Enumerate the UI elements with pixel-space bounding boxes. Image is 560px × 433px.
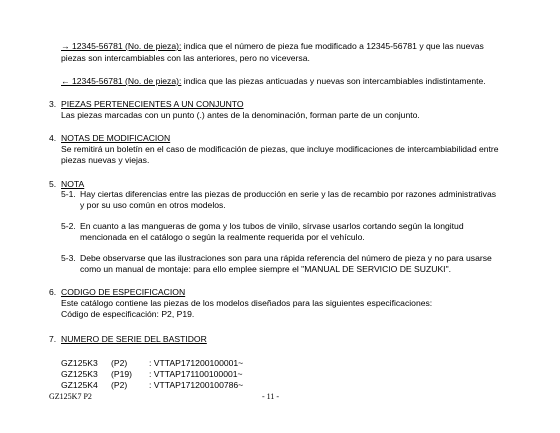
interchange-note-both-text: indica que las piezas anticuadas y nuevas son intercambiables indistintamente. bbox=[181, 76, 486, 86]
interchange-note-both bbox=[61, 76, 486, 87]
section-6-title: CODIGO DE ESPECIFICACION bbox=[61, 287, 186, 297]
section-4-title: NOTAS DE MODIFICACION bbox=[61, 133, 171, 143]
model-cell: GZ125K4 bbox=[61, 380, 98, 390]
interchange-note-forward bbox=[61, 41, 484, 52]
note-5-1-line1: Hay ciertas diferencias entre las piezas de producción en serie y las de recambio por razones administrativas bbox=[80, 189, 497, 199]
section-4-heading bbox=[49, 133, 170, 144]
section-6-text-line1: Este catálogo contiene las piezas de los modelos diseñados para las siguientes especificaciones: bbox=[61, 298, 433, 308]
spec-cell: (P2) bbox=[111, 358, 128, 368]
note-5-3-number: 5-3. bbox=[61, 253, 76, 263]
spec-cell: (P2) bbox=[111, 380, 128, 390]
spec-cell: (P19) bbox=[111, 369, 133, 379]
section-6-text-line2: Código de especificación: P2, P19. bbox=[61, 309, 195, 319]
section-6-number: 6. bbox=[49, 287, 57, 297]
serial-cell: : VTTAP171200100786~ bbox=[149, 380, 244, 390]
note-5-2 bbox=[61, 221, 464, 232]
part-number-both-link: ← 12345-56781 (No. de pieza): bbox=[61, 76, 182, 86]
section-5-number: 5. bbox=[49, 179, 57, 189]
note-5-2-line2: mencionada en el catálogo o según la realmente requerida por el vehículo. bbox=[80, 232, 365, 242]
interchange-note-forward-text: indica que el número de pieza fue modificado a 12345-56781 y que las nuevas bbox=[181, 41, 484, 51]
section-5-title: NOTA bbox=[61, 179, 85, 189]
part-number-forward-link: → 12345-56781 (No. de pieza): bbox=[61, 41, 182, 51]
section-7-number: 7. bbox=[49, 334, 57, 344]
note-5-3 bbox=[61, 253, 492, 264]
section-3-title: PIEZAS PERTENECIENTES A UN CONJUNTO bbox=[61, 99, 244, 109]
footer-page-number: - 11 - bbox=[262, 392, 280, 401]
note-5-1-line2: y por su uso común en otros modelos. bbox=[80, 200, 226, 210]
footer-model-code: GZ125K7 P2 bbox=[49, 392, 92, 401]
serial-cell: : VTTAP171200100001~ bbox=[149, 358, 244, 368]
section-6-heading bbox=[49, 287, 185, 298]
model-cell: GZ125K3 bbox=[61, 369, 98, 379]
section-4-text-line2: piezas nuevas y viejas. bbox=[61, 155, 150, 165]
note-5-2-number: 5-2. bbox=[61, 221, 76, 231]
section-3-heading bbox=[49, 99, 244, 110]
section-4-number: 4. bbox=[49, 133, 57, 143]
interchange-note-forward-line2: piezas son intercambiables con las anteriores, pero no viceversa. bbox=[61, 53, 310, 63]
note-5-1 bbox=[61, 189, 496, 200]
note-5-1-number: 5-1. bbox=[61, 189, 76, 199]
section-7-title: NUMERO DE SERIE DEL BASTIDOR bbox=[61, 334, 207, 344]
section-4-text-line1: Se remitirá un boletín en el caso de modificación de piezas, que incluye modificaciones de intercambiabilidad entre bbox=[61, 144, 499, 154]
note-5-3-line2: como un manual de montaje: para ello emplee siempre el "MANUAL DE SERVICIO DE SUZUKI". bbox=[80, 264, 452, 274]
serial-cell: : VTTAP171100100001~ bbox=[149, 369, 243, 379]
model-cell: GZ125K3 bbox=[61, 358, 98, 368]
note-5-2-line1: En cuanto a las mangueras de goma y los tubos de vinilo, sírvase usarlos cortando según la longitud bbox=[80, 221, 464, 231]
section-7-heading bbox=[49, 334, 207, 345]
note-5-3-line1: Debe observarse que las ilustraciones son para una rápida referencia del número de pieza y no para usarse bbox=[80, 253, 492, 263]
section-3-number: 3. bbox=[49, 99, 57, 109]
section-3-text: Las piezas marcadas con un punto (.) antes de la denominación, forman parte de un conjunto. bbox=[61, 110, 420, 120]
